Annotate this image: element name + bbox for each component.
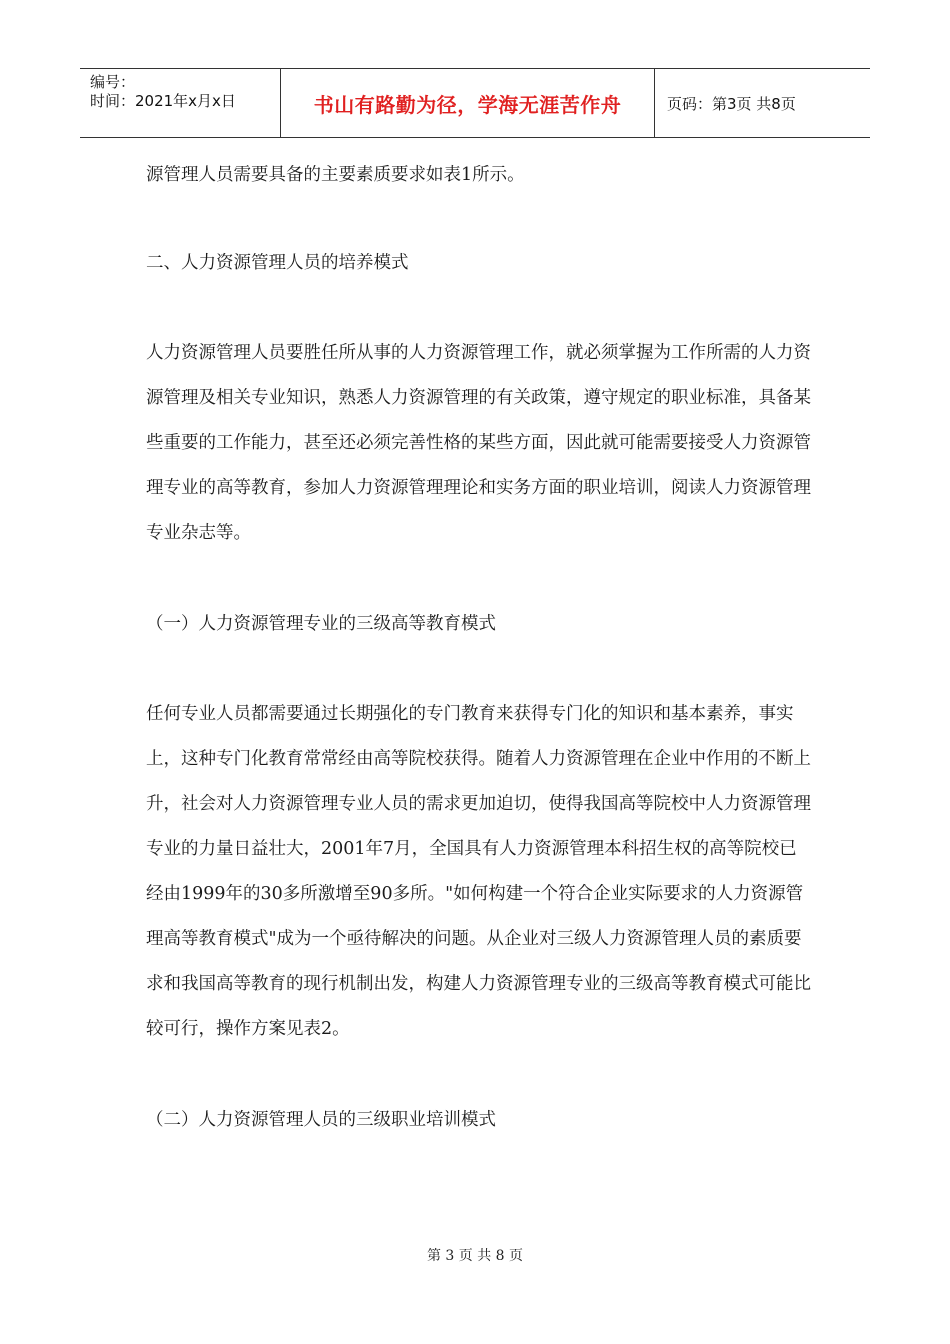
time-label: 时间：2021年x月x日 bbox=[90, 92, 236, 110]
paragraph-continuation: 源管理人员需要具备的主要素质要求如表1所示。 bbox=[146, 165, 525, 185]
paragraph-higher-education: 任何专业人员都需要通过长期强化的专门教育来获得专门化的知识和基本素养，事实上，这种专门化教育常常经由高等院校获得。随着人力资源管理在企业中作用的不断上升，社会对人力资源管理专业人员的需求更加迫切，使得我国高等院校中人力资源管理专业的力量日益壮大，2001年7月，全国具有人力资源管理本科招生权的高等院校已经由1999年的30多所激增至90多所。"如何构建一个符合企业实际要求的人力资源管理高等教育模式"成为一个亟待解决的问题。从企业对三级人力资源管理人员的素质要求和我国高等教育的现行机制出发，构建人力资源管理专业的三级高等教育模式可能比较可行，操作方案见表2。 bbox=[146, 704, 811, 1039]
page-footer: 第 3 页 共 8 页 bbox=[426, 1248, 524, 1264]
header-meta bbox=[80, 69, 281, 137]
paragraph-training-intro: 人力资源管理人员要胜任所从事的人力资源管理工作，就必须掌握为工作所需的人力资源管理及相关专业知识，熟悉人力资源管理的有关政策，遵守规定的职业标准，具备某些重要的工作能力，甚至还必须完善性格的某些方面，因此就可能需要接受人力资源管理专业的高等教育，参加人力资源管理理论和实务方面的职业培训，阅读人力资源管理专业杂志等。 bbox=[146, 343, 811, 543]
header-page-label: 页码：第3页 共8页 bbox=[667, 94, 796, 113]
section-heading-2: 二、人力资源管理人员的培养模式 bbox=[146, 253, 409, 273]
document-body bbox=[146, 155, 811, 1140]
subsection-heading-1: （一）人力资源管理专业的三级高等教育模式 bbox=[146, 614, 496, 634]
number-label: 编号： bbox=[90, 73, 136, 91]
subsection-heading-2: （二）人力资源管理人员的三级职业培训模式 bbox=[146, 1110, 496, 1130]
header-motto: 书山有路勤为径，学海无涯苦作舟 bbox=[281, 69, 655, 137]
page-header bbox=[80, 68, 870, 138]
